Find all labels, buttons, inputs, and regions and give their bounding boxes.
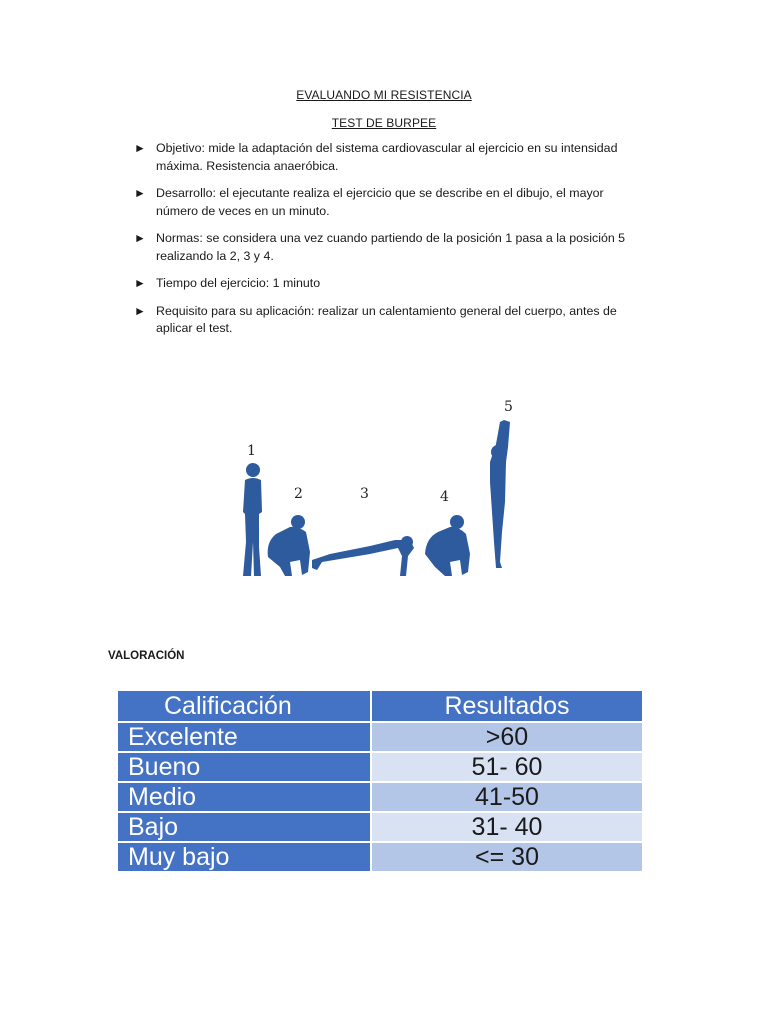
bullet-list (134, 140, 644, 348)
right-triangle-icon: ► (134, 303, 146, 318)
bullet-desarrollo (134, 185, 644, 220)
rating-table (116, 689, 644, 873)
table-header-row (117, 690, 643, 722)
table-row (117, 842, 643, 872)
right-triangle-icon: ► (134, 231, 146, 245)
cell-resultado: <= 30 (371, 842, 643, 872)
figure-jump (490, 420, 510, 568)
cell-resultado: 41-50 (371, 782, 643, 812)
header-resultados: Resultados (371, 690, 643, 722)
bullet-text: Requisito para su aplicación: realizar un calentamiento general del cuerpo, antes de aplicar el test. (156, 303, 617, 335)
cell-resultado: 51- 60 (371, 752, 643, 782)
cell-resultado: 31- 40 (371, 812, 643, 842)
figure-squat-1 (268, 515, 310, 576)
bullet-text: Normas: se considera una vez cuando partiendo de la posición 1 pasa a la posición 5 realizando la 2, 3 y 4. (156, 231, 626, 263)
document-title: EVALUANDO MI RESISTENCIA (296, 88, 472, 102)
cell-calificacion: Bueno (117, 752, 371, 782)
position-label-3: 3 (360, 486, 369, 502)
table-row (117, 812, 643, 842)
cell-calificacion: Bajo (117, 812, 371, 842)
position-label-1: 1 (247, 443, 256, 459)
figure-squat-2 (425, 515, 470, 576)
section-heading-valoracion: VALORACIÓN (108, 650, 185, 662)
bullet-objetivo (134, 140, 644, 175)
right-triangle-icon: ► (134, 141, 146, 155)
position-label-4: 4 (440, 489, 449, 505)
bullet-requisito (134, 303, 644, 338)
table-row (117, 722, 643, 752)
bullet-normas (134, 230, 644, 265)
table-row (117, 782, 643, 812)
table-row (117, 752, 643, 782)
bullet-text: Objetivo: mide la adaptación del sistema cardiovascular al ejercicio en su intensidad máxima. Resistencia anaeróbica. (156, 141, 618, 173)
cell-calificacion: Muy bajo (117, 842, 371, 872)
right-triangle-icon: ► (134, 276, 146, 290)
burpee-illustration (230, 392, 530, 587)
document-subtitle: TEST DE BURPEE (331, 116, 437, 130)
bullet-tiempo (134, 275, 644, 293)
right-triangle-icon: ► (134, 186, 146, 200)
cell-calificacion: Medio (117, 782, 371, 812)
cell-calificacion: Excelente (117, 722, 371, 752)
cell-resultado: >60 (371, 722, 643, 752)
header-calificacion: Calificación (117, 690, 371, 722)
figure-standing (243, 463, 262, 576)
bullet-text: Desarrollo: el ejecutante realiza el ejercicio que se describe en el dibujo, el mayor número de veces en un minuto. (156, 186, 604, 218)
position-label-5: 5 (504, 399, 513, 415)
position-label-2: 2 (294, 486, 303, 502)
bullet-text: Tiempo del ejercicio: 1 minuto (156, 276, 321, 290)
figure-plank (312, 536, 414, 576)
